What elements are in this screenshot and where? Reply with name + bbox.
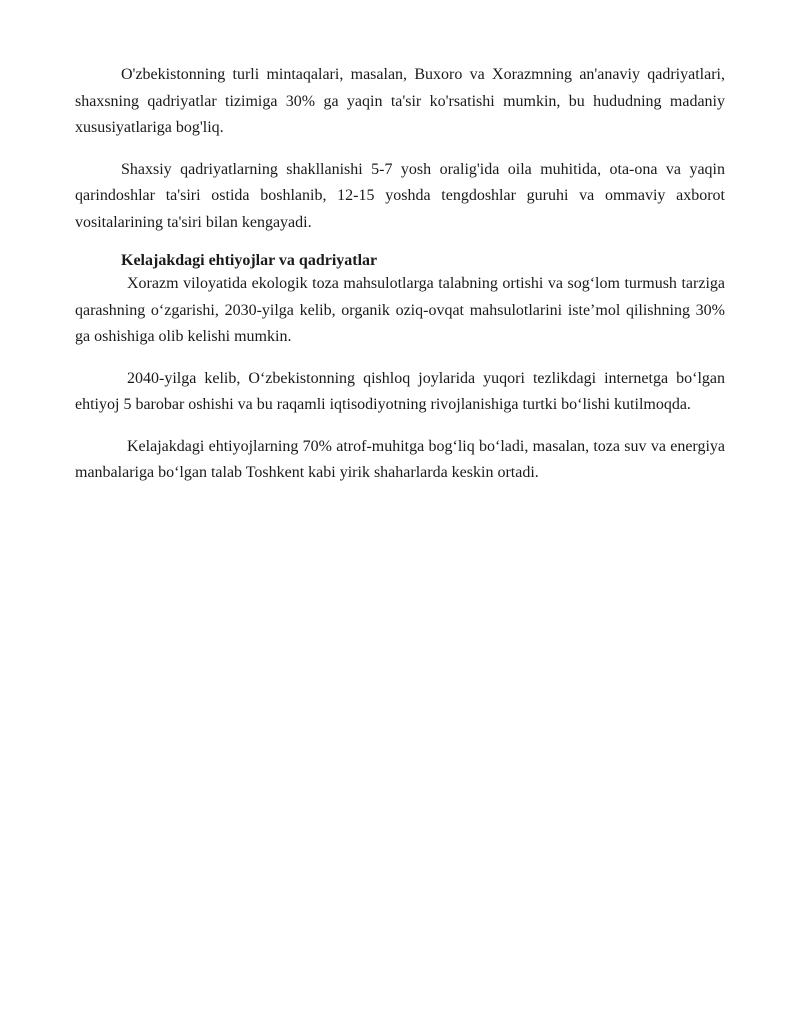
paragraph-value-formation: Shaxsiy qadriyatlarning shakllanishi 5-7 yosh oralig'ida oila muhitida, ota-ona va yaqin qarindoshlar ta'siri ostida boshlanib, 12-15 yoshda tengdoshlar guruhi va ommaviy axborot vositalarining ta'siri bilan kengayadi. <box>75 160 725 231</box>
document-page <box>75 62 725 502</box>
paragraph-regional-values: O'zbekistonning turli mintaqalari, masalan, Buxoro va Xorazmning an'anaviy qadriyatlari, shaxsning qadriyatlar tizimiga 30% ga yaqin ta'sir ko'rsatishi mumkin, bu hududning madaniy xususiyatlariga bog'liq. <box>75 66 725 136</box>
paragraph-environment-needs: Kelajakdagi ehtiyojlarning 70% atrof-muhitga bog‘liq bo‘ladi, masalan, toza suv va energiya manbalariga bo‘lgan talab Toshkent kabi yirik shaharlarda keskin ortadi. <box>75 437 725 481</box>
section-heading: Kelajakdagi ehtiyojlar va qadriyatlar <box>121 252 378 269</box>
paragraph-internet-demand: 2040-yilga kelib, O‘zbekistonning qishloq joylarida yuqori tezlikdagi internetga bo‘lgan ehtiyoj 5 barobar oshishi va bu raqamli iqtisodiyotning rivojlanishiga turtki bo‘lishi kutilmoqda. <box>75 369 725 413</box>
paragraph-organic-demand: Xorazm viloyatida ekologik toza mahsulotlarga talabning ortishi va sog‘lom turmush tarziga qarashning o‘zgarishi, 2030-yilga kelib, organik oziq-ovqat mahsulotlarini iste’mol qilishning 30% ga oshishiga olib kelishi mumkin. <box>75 275 725 345</box>
